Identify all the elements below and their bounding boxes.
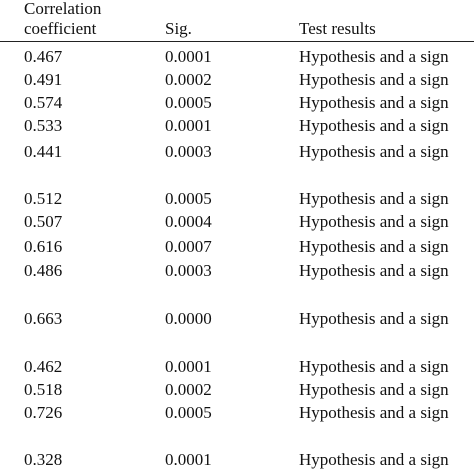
table-row (0, 308, 474, 330)
sig-cell: 0.0005 (165, 93, 212, 112)
correlation-cell: 0.616 (24, 237, 63, 256)
table-row (0, 356, 474, 378)
result-cell: Hypothesis and a sign (299, 403, 449, 422)
header-correlation-line2: coefficient (24, 19, 97, 38)
header-correlation-line1: Correlation (24, 0, 102, 18)
sig-cell: 0.0001 (165, 450, 212, 469)
table-row (0, 236, 474, 258)
table-row (0, 402, 474, 424)
table-header (0, 0, 474, 42)
correlation-cell: 0.486 (24, 261, 63, 280)
table-row (0, 46, 474, 68)
sig-cell: 0.0002 (165, 380, 212, 399)
table-row (0, 379, 474, 401)
correlation-cell: 0.467 (24, 47, 63, 66)
table-row (0, 92, 474, 114)
sig-cell: 0.0002 (165, 70, 212, 89)
sig-cell: 0.0003 (165, 142, 212, 161)
header-sig: Sig. (165, 19, 192, 38)
result-cell: Hypothesis and a sign (299, 70, 449, 89)
sig-cell: 0.0004 (165, 212, 212, 231)
header-test-results: Test results (299, 19, 376, 38)
correlation-cell: 0.491 (24, 70, 63, 89)
sig-cell: 0.0005 (165, 189, 212, 208)
table-row (0, 449, 474, 471)
result-cell: Hypothesis and a sign (299, 116, 449, 135)
result-cell: Hypothesis and a sign (299, 309, 449, 328)
sig-cell: 0.0007 (165, 237, 212, 256)
table-row (0, 188, 474, 210)
sig-cell: 0.0001 (165, 116, 212, 135)
result-cell: Hypothesis and a sign (299, 450, 449, 469)
result-cell: Hypothesis and a sign (299, 380, 449, 399)
result-cell: Hypothesis and a sign (299, 189, 449, 208)
sig-cell: 0.0005 (165, 403, 212, 422)
result-cell: Hypothesis and a sign (299, 142, 449, 161)
correlation-cell: 0.328 (24, 450, 63, 469)
table-row (0, 260, 474, 282)
correlation-cell: 0.663 (24, 309, 63, 328)
table-row (0, 141, 474, 163)
result-cell: Hypothesis and a sign (299, 47, 449, 66)
result-cell: Hypothesis and a sign (299, 212, 449, 231)
result-cell: Hypothesis and a sign (299, 237, 449, 256)
correlation-cell: 0.574 (24, 93, 63, 112)
correlation-cell: 0.726 (24, 403, 63, 422)
sig-cell: 0.0001 (165, 357, 212, 376)
correlation-cell: 0.512 (24, 189, 63, 208)
table-row (0, 115, 474, 137)
sig-cell: 0.0003 (165, 261, 212, 280)
result-cell: Hypothesis and a sign (299, 357, 449, 376)
correlation-cell: 0.518 (24, 380, 63, 399)
result-cell: Hypothesis and a sign (299, 93, 449, 112)
sig-cell: 0.0000 (165, 309, 212, 328)
result-cell: Hypothesis and a sign (299, 261, 449, 280)
sig-cell: 0.0001 (165, 47, 212, 66)
table-row (0, 69, 474, 91)
correlation-cell: 0.533 (24, 116, 63, 135)
correlation-cell: 0.441 (24, 142, 63, 161)
correlation-cell: 0.507 (24, 212, 63, 231)
header-divider (0, 41, 474, 42)
table-row (0, 211, 474, 233)
correlation-cell: 0.462 (24, 357, 63, 376)
